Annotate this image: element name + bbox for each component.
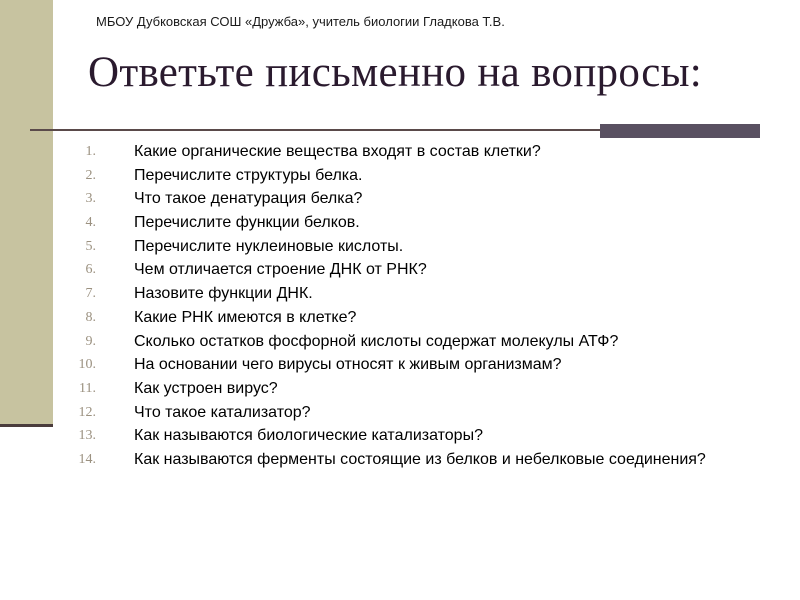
list-item (60, 380, 760, 399)
list-item-number: 1. (85, 144, 96, 159)
list-item-text: Перечислите структуры белка. (134, 166, 363, 184)
list-item (60, 333, 760, 352)
list-item (60, 451, 760, 470)
list-item-number: 7. (85, 286, 96, 302)
list-item-number: 5. (85, 238, 96, 254)
list-item (60, 238, 760, 257)
list-item-text: Перечислите нуклеиновые кислоты. (134, 237, 404, 255)
list-item-text: Как называются ферменты состоящие из белков и небелковые соединения? (134, 450, 706, 468)
list-item-number: 9. (85, 333, 96, 349)
side-accent-line (0, 424, 53, 427)
list-item-number: 6. (85, 262, 96, 278)
list-item (60, 167, 760, 186)
list-item (60, 309, 760, 328)
list-item-text: Перечислите функции белков. (134, 214, 360, 232)
title-divider-block (600, 124, 760, 138)
list-item-text: Чем отличается строение ДНК от РНК? (134, 261, 427, 279)
list-item-text: На основании чего вирусы относят к живым организмам? (134, 356, 562, 374)
author-caption: МБОУ Дубковская СОШ «Дружба», учитель биологии Гладкова Т.В. (96, 14, 505, 29)
list-item-text: Как называются биологические катализаторы? (134, 427, 483, 445)
list-item-number: 11. (79, 380, 96, 396)
list-item-number: 8. (85, 309, 96, 325)
list-item-text: Как устроен вирус? (134, 379, 278, 397)
list-item (60, 356, 760, 375)
list-item (60, 427, 760, 446)
list-item (60, 261, 760, 280)
list-item (60, 404, 760, 423)
list-item-text: Назовите функции ДНК. (134, 285, 313, 303)
list-item (60, 285, 760, 304)
list-item-text: Какие РНК имеются в клетке? (134, 308, 357, 326)
list-item-number: 14. (78, 451, 96, 467)
list-item (60, 190, 760, 209)
list-item (60, 143, 760, 162)
slide-title: Ответьте письменно на вопросы: (88, 49, 703, 96)
list-item-number: 12. (78, 404, 96, 420)
list-item-text: Что такое катализатор? (134, 403, 311, 421)
list-item-number: 2. (85, 167, 96, 183)
questions-list (60, 143, 760, 475)
list-item-number: 13. (78, 428, 96, 444)
side-accent-band (0, 0, 53, 425)
list-item-text: Сколько остатков фосфорной кислоты содержат молекулы АТФ? (134, 332, 619, 350)
list-item (60, 214, 760, 233)
list-item-number: 4. (85, 215, 96, 231)
list-item-text: Что такое денатурация белка? (134, 190, 363, 208)
list-item-text: Какие органические вещества входят в состав клетки? (134, 143, 541, 160)
list-item-number: 3. (85, 191, 96, 207)
list-item-number: 10. (78, 357, 96, 373)
